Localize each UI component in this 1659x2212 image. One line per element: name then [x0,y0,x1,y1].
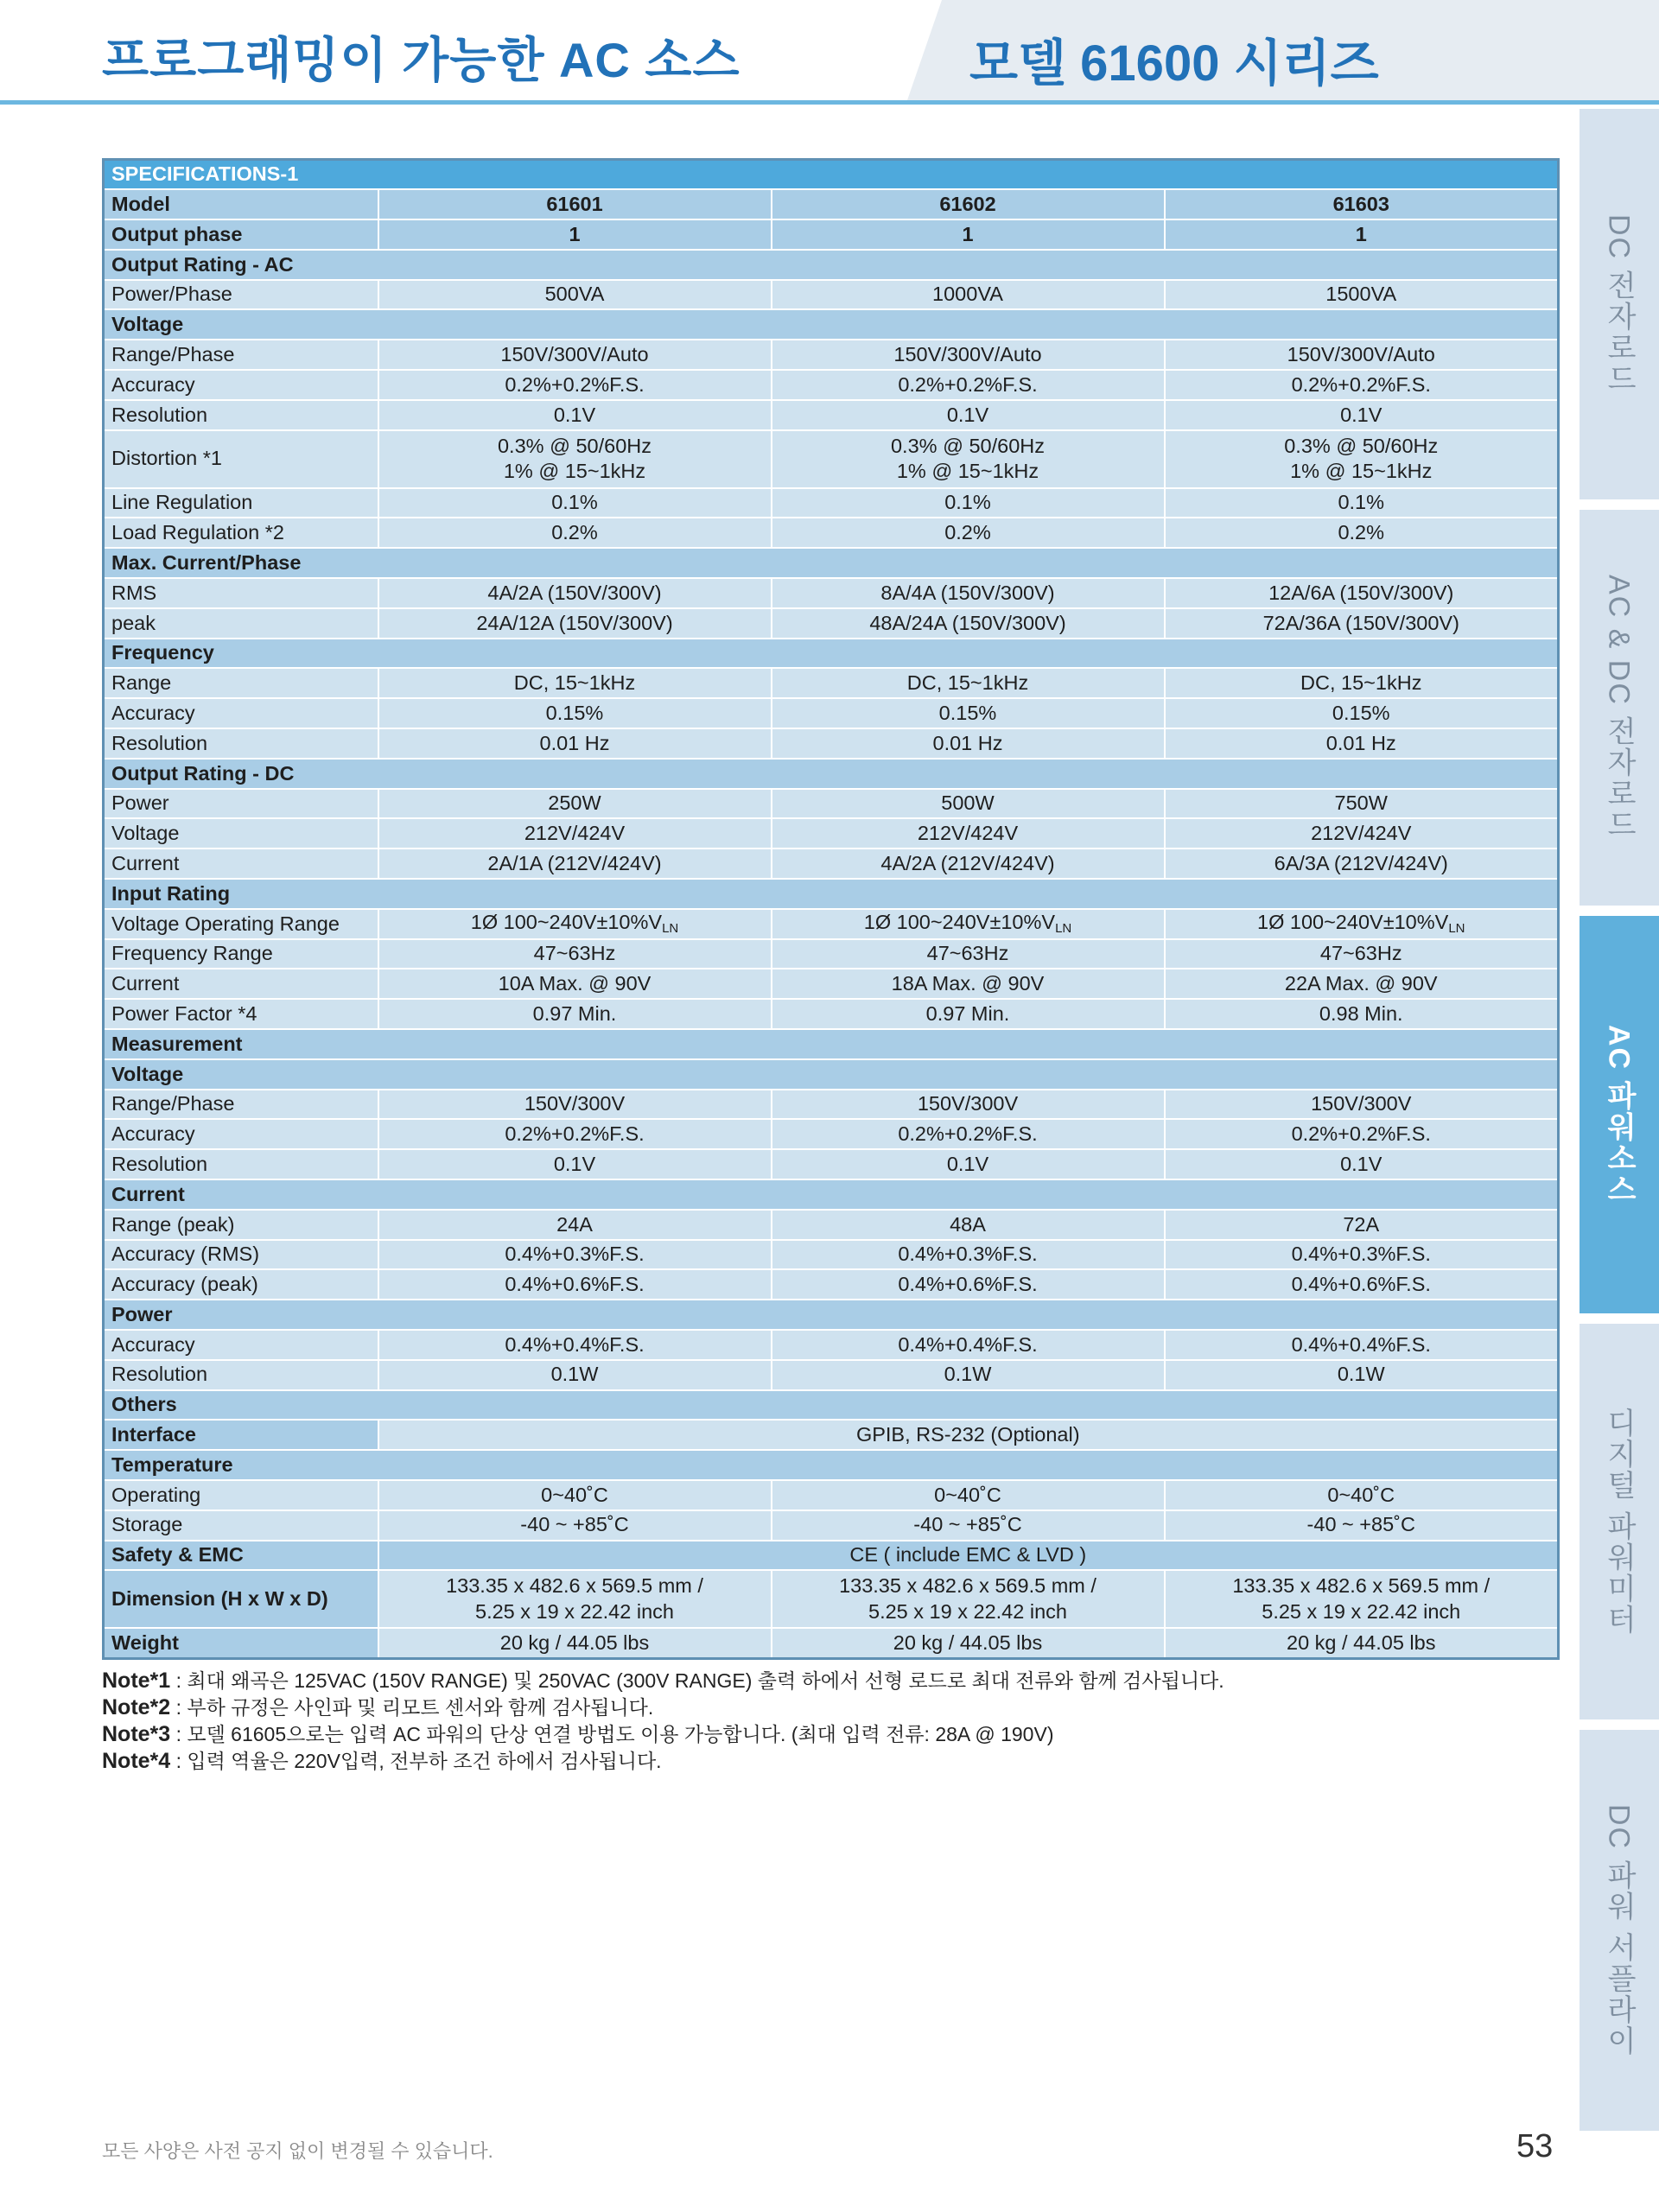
section-title: Max. Current/Phase [104,548,1559,578]
row-label: Storage [104,1510,378,1541]
table-cell: 0.4%+0.6%F.S. [378,1269,772,1300]
table-row [104,999,1559,1029]
table-row [104,698,1559,728]
table-cell: 2A/1A (212V/424V) [378,849,772,879]
table-cell: 0.2% [772,518,1165,548]
table-cell: 0.4%+0.6%F.S. [1165,1269,1559,1300]
table-header-cell: 61601 [378,189,772,219]
table-cell: 0.2% [378,518,772,548]
table-cell: 0.1W [1165,1360,1559,1390]
row-label: Accuracy (RMS) [104,1240,378,1270]
cell-line: 1% @ 15~1kHz [1290,460,1433,483]
table-cell: 10A Max. @ 90V [378,969,772,999]
row-label: Operating [104,1480,378,1510]
table-cell: 0.15% [378,698,772,728]
table-row [104,1570,1559,1628]
table-cell: 150V/300V [1165,1090,1559,1120]
table-cell: 0.4%+0.4%F.S. [1165,1330,1559,1360]
table-cell: 212V/424V [772,818,1165,849]
row-label: Range (peak) [104,1210,378,1240]
table-cell: 0.1V [378,400,772,430]
table-header-cell: 1 [378,219,772,250]
page-title: 프로그래밍이 가능한 AC 소스 [102,33,741,87]
table-row [104,1149,1559,1179]
table-row [104,1510,1559,1541]
table-row [104,1330,1559,1360]
table-cell: 0.1% [378,488,772,518]
table-cell [772,430,1165,488]
section-title: Input Rating [104,879,1559,909]
section-title: Others [104,1390,1559,1421]
cell-line: 5.25 x 19 x 22.42 inch [475,1599,674,1623]
cell-value: 1Ø 100~240V±10%V [1257,911,1449,934]
page-number: 53 [1516,2128,1554,2164]
note-tag: Note*2 [102,1695,171,1719]
section-title: Measurement [104,1029,1559,1059]
table-cell: 1000VA [772,280,1165,310]
cell-subscript: LN [662,921,679,937]
note-line [102,1694,1224,1721]
table-cell [378,909,772,939]
table-cell: 150V/300V [378,1090,772,1120]
table-row [104,1269,1559,1300]
table-cell: 0.01 Hz [1165,728,1559,759]
table-cell [1165,1570,1559,1628]
cell-line: 0.3% @ 50/60Hz [497,434,652,457]
cell-value: 1Ø 100~240V±10%V [863,911,1056,934]
table-cell: 0.97 Min. [378,999,772,1029]
table-row [104,578,1559,608]
note-text: : 입력 역율은 220V입력, 전부하 조건 하에서 검사됩니다. [170,1750,662,1772]
table-row [104,1090,1559,1120]
section-header-row [104,639,1559,669]
note-line [102,1748,1224,1775]
row-label: Load Regulation *2 [104,518,378,548]
side-tab-dc-electronic-load[interactable]: DC 전자로드 [1580,109,1659,499]
table-cell: 212V/424V [1165,818,1559,849]
table-cell: 1500VA [1165,280,1559,310]
table-row [104,1119,1559,1149]
table-row [104,488,1559,518]
side-tabs [1580,109,1659,2131]
cell-line: 1% @ 15~1kHz [503,460,646,483]
table-header-row [104,189,1559,219]
table-row [104,430,1559,488]
table-cell: 0.2%+0.2%F.S. [772,370,1165,400]
row-label: Accuracy (peak) [104,1269,378,1300]
note-line [102,1721,1224,1748]
section-header-row [104,1450,1559,1480]
section-header-row [104,1179,1559,1210]
table-cell: 0.2%+0.2%F.S. [378,370,772,400]
section-title: Power [104,1300,1559,1330]
section-header-row [104,1390,1559,1421]
table-cell: 0.1V [1165,1149,1559,1179]
specifications-table [102,158,1560,1660]
table-cell: 0.1% [1165,488,1559,518]
table-cell: 24A/12A (150V/300V) [378,608,772,639]
table-cell: -40 ~ +85˚C [1165,1510,1559,1541]
table-row [104,1210,1559,1240]
table-cell: 20 kg / 44.05 lbs [1165,1628,1559,1658]
section-title: Output Rating - DC [104,759,1559,789]
table-cell: 0.2%+0.2%F.S. [1165,1119,1559,1149]
section-title: Voltage [104,1059,1559,1090]
row-label: Weight [104,1628,378,1658]
note-text: : 부하 규정은 사인파 및 리모트 센서와 함께 검사됩니다. [170,1696,654,1719]
table-cell: 0.01 Hz [772,728,1165,759]
table-cell: -40 ~ +85˚C [378,1510,772,1541]
row-label: Line Regulation [104,488,378,518]
cell-line: 0.3% @ 50/60Hz [1284,434,1439,457]
table-cell: 48A/24A (150V/300V) [772,608,1165,639]
table-row [104,1360,1559,1390]
table-row [104,668,1559,698]
table-header-cell: 1 [1165,219,1559,250]
note-line [102,1668,1224,1694]
table-cell: 0.2% [1165,518,1559,548]
table-cell: 0.1% [772,488,1165,518]
row-label: Voltage Operating Range [104,909,378,939]
table-cell: DC, 15~1kHz [1165,668,1559,698]
row-label: Interface [104,1420,378,1450]
table-row [104,280,1559,310]
table-cell: 0.1W [772,1360,1165,1390]
row-label: Range [104,668,378,698]
cell-subscript: LN [1448,921,1465,937]
cell-line: 133.35 x 482.6 x 569.5 mm / [446,1574,703,1598]
table-header-cell: 61602 [772,189,1165,219]
table-cell: -40 ~ +85˚C [772,1510,1165,1541]
table-row [104,1480,1559,1510]
side-tab-ac-dc-electronic-load[interactable]: AC & DC 전자로드 [1580,510,1659,906]
table-cell: 0.97 Min. [772,999,1165,1029]
table-cell: 20 kg / 44.05 lbs [772,1628,1165,1658]
table-cell: 8A/4A (150V/300V) [772,578,1165,608]
row-label: Model [104,189,378,219]
model-series-title: 모델 61600 시리즈 [969,35,1379,92]
table-cell: 4A/2A (150V/300V) [378,578,772,608]
table-row [104,1628,1559,1658]
row-label: Safety & EMC [104,1541,378,1571]
table-cell: 150V/300V/Auto [772,340,1165,370]
row-label: Frequency Range [104,939,378,969]
table-title-row [104,160,1559,190]
table-header-row [104,219,1559,250]
side-tab-ac-power-source[interactable]: AC 파워소스 [1580,916,1659,1313]
table-row [104,789,1559,819]
table-title: SPECIFICATIONS-1 [104,160,1559,190]
table-row [104,1541,1559,1571]
table-cell: 22A Max. @ 90V [1165,969,1559,999]
table-cell: 47~63Hz [772,939,1165,969]
table-cell: 24A [378,1210,772,1240]
row-label: Power [104,789,378,819]
table-cell: 212V/424V [378,818,772,849]
table-cell: 0.2%+0.2%F.S. [1165,370,1559,400]
table-cell: 150V/300V/Auto [1165,340,1559,370]
table-cell [378,430,772,488]
table-row [104,969,1559,999]
row-label: Resolution [104,1360,378,1390]
table-cell: 0~40˚C [772,1480,1165,1510]
side-tab-digital-power-meter[interactable]: 디지털 파워미터 [1580,1324,1659,1719]
table-cell: DC, 15~1kHz [772,668,1165,698]
row-label: Resolution [104,1149,378,1179]
table-cell: 0.4%+0.4%F.S. [378,1330,772,1360]
table-header-cell: 1 [772,219,1165,250]
table-cell: 0.1V [772,1149,1165,1179]
disclaimer: 모든 사양은 사전 공지 없이 변경될 수 있습니다. [102,2140,493,2162]
row-label: Accuracy [104,1119,378,1149]
table-cell: 72A/36A (150V/300V) [1165,608,1559,639]
table-cell [1165,909,1559,939]
section-title: Frequency [104,639,1559,669]
cell-line: 133.35 x 482.6 x 569.5 mm / [839,1574,1096,1598]
row-label: Accuracy [104,370,378,400]
table-cell: 0~40˚C [378,1480,772,1510]
row-label: Resolution [104,728,378,759]
table-cell: 12A/6A (150V/300V) [1165,578,1559,608]
table-cell: 20 kg / 44.05 lbs [378,1628,772,1658]
row-label: Accuracy [104,698,378,728]
table-row [104,340,1559,370]
section-title: Output Rating - AC [104,250,1559,280]
section-header-row [104,759,1559,789]
section-title: Temperature [104,1450,1559,1480]
table-cell: 250W [378,789,772,819]
section-header-row [104,309,1559,340]
row-label: Distortion *1 [104,430,378,488]
table-row [104,370,1559,400]
table-cell: 0.2%+0.2%F.S. [378,1119,772,1149]
table-cell: 150V/300V/Auto [378,340,772,370]
row-label: Power/Phase [104,280,378,310]
section-header-row [104,1300,1559,1330]
table-cell [772,1570,1165,1628]
table-cell [378,1570,772,1628]
table-cell: GPIB, RS-232 (Optional) [378,1420,1559,1450]
table-cell: 0~40˚C [1165,1480,1559,1510]
note-tag: Note*1 [102,1669,171,1693]
note-tag: Note*4 [102,1749,171,1773]
table-cell: 0.1V [1165,400,1559,430]
row-label: RMS [104,578,378,608]
table-row [104,1240,1559,1270]
row-label: Dimension (H x W x D) [104,1570,378,1628]
table-cell: 0.4%+0.3%F.S. [378,1240,772,1270]
table-row [104,818,1559,849]
table-cell: 4A/2A (212V/424V) [772,849,1165,879]
table-cell: 0.4%+0.3%F.S. [1165,1240,1559,1270]
table-row [104,909,1559,939]
table-row [104,608,1559,639]
table-row [104,728,1559,759]
table-cell: 0.01 Hz [378,728,772,759]
row-label: Accuracy [104,1330,378,1360]
section-title: Current [104,1179,1559,1210]
section-header-row [104,548,1559,578]
table-cell: 47~63Hz [378,939,772,969]
table-row [104,400,1559,430]
table-row [104,518,1559,548]
cell-subscript: LN [1055,921,1072,937]
notes-block [102,1668,1224,1775]
row-label: Range/Phase [104,1090,378,1120]
table-cell: CE ( include EMC & LVD ) [378,1541,1559,1571]
row-label: peak [104,608,378,639]
table-cell: 47~63Hz [1165,939,1559,969]
cell-value: 1Ø 100~240V±10%V [470,911,663,934]
header-divider [0,100,1659,105]
table-cell: 750W [1165,789,1559,819]
row-label: Current [104,849,378,879]
row-label: Range/Phase [104,340,378,370]
table-cell: 500W [772,789,1165,819]
row-label: Power Factor *4 [104,999,378,1029]
cell-line: 5.25 x 19 x 22.42 inch [868,1599,1067,1623]
table-cell: 72A [1165,1210,1559,1240]
section-header-row [104,879,1559,909]
page-header [0,0,1659,104]
row-label: Resolution [104,400,378,430]
row-label: Voltage [104,818,378,849]
row-label: Current [104,969,378,999]
table-cell: 0.4%+0.4%F.S. [772,1330,1165,1360]
table-cell: 0.15% [1165,698,1559,728]
table-cell [772,909,1165,939]
row-label: Output phase [104,219,378,250]
cell-line: 5.25 x 19 x 22.42 inch [1262,1599,1461,1623]
note-text: : 모델 61605으로는 입력 AC 파워의 단상 연결 방법도 이용 가능합니다. (최대 입력 전류: 28A @ 190V) [170,1723,1054,1745]
table-cell: 0.1W [378,1360,772,1390]
table-cell: 0.15% [772,698,1165,728]
table-cell [1165,430,1559,488]
table-cell: 18A Max. @ 90V [772,969,1165,999]
section-header-row [104,250,1559,280]
cell-line: 133.35 x 482.6 x 569.5 mm / [1232,1574,1491,1598]
table-cell: 0.4%+0.3%F.S. [772,1240,1165,1270]
section-header-row [104,1059,1559,1090]
table-cell: 6A/3A (212V/424V) [1165,849,1559,879]
table-row [104,1420,1559,1450]
table-cell: 0.4%+0.6%F.S. [772,1269,1165,1300]
section-header-row [104,1029,1559,1059]
table-row [104,849,1559,879]
table-cell: DC, 15~1kHz [378,668,772,698]
side-tab-dc-power-supply[interactable]: DC 파워 서플라이 [1580,1730,1659,2131]
table-row [104,939,1559,969]
table-cell: 0.2%+0.2%F.S. [772,1119,1165,1149]
table-header-cell: 61603 [1165,189,1559,219]
table-cell: 0.1V [378,1149,772,1179]
table-cell: 150V/300V [772,1090,1165,1120]
note-text: : 최대 왜곡은 125VAC (150V RANGE) 및 250VAC (300V RANGE) 출력 하에서 선형 로드로 최대 전류와 함께 검사됩니다. [170,1669,1224,1692]
note-tag: Note*3 [102,1722,171,1746]
cell-line: 1% @ 15~1kHz [896,460,1039,483]
cell-line: 0.3% @ 50/60Hz [890,434,1045,457]
table-cell: 0.98 Min. [1165,999,1559,1029]
section-title: Voltage [104,309,1559,340]
table-cell: 500VA [378,280,772,310]
table-cell: 48A [772,1210,1165,1240]
table-cell: 0.1V [772,400,1165,430]
